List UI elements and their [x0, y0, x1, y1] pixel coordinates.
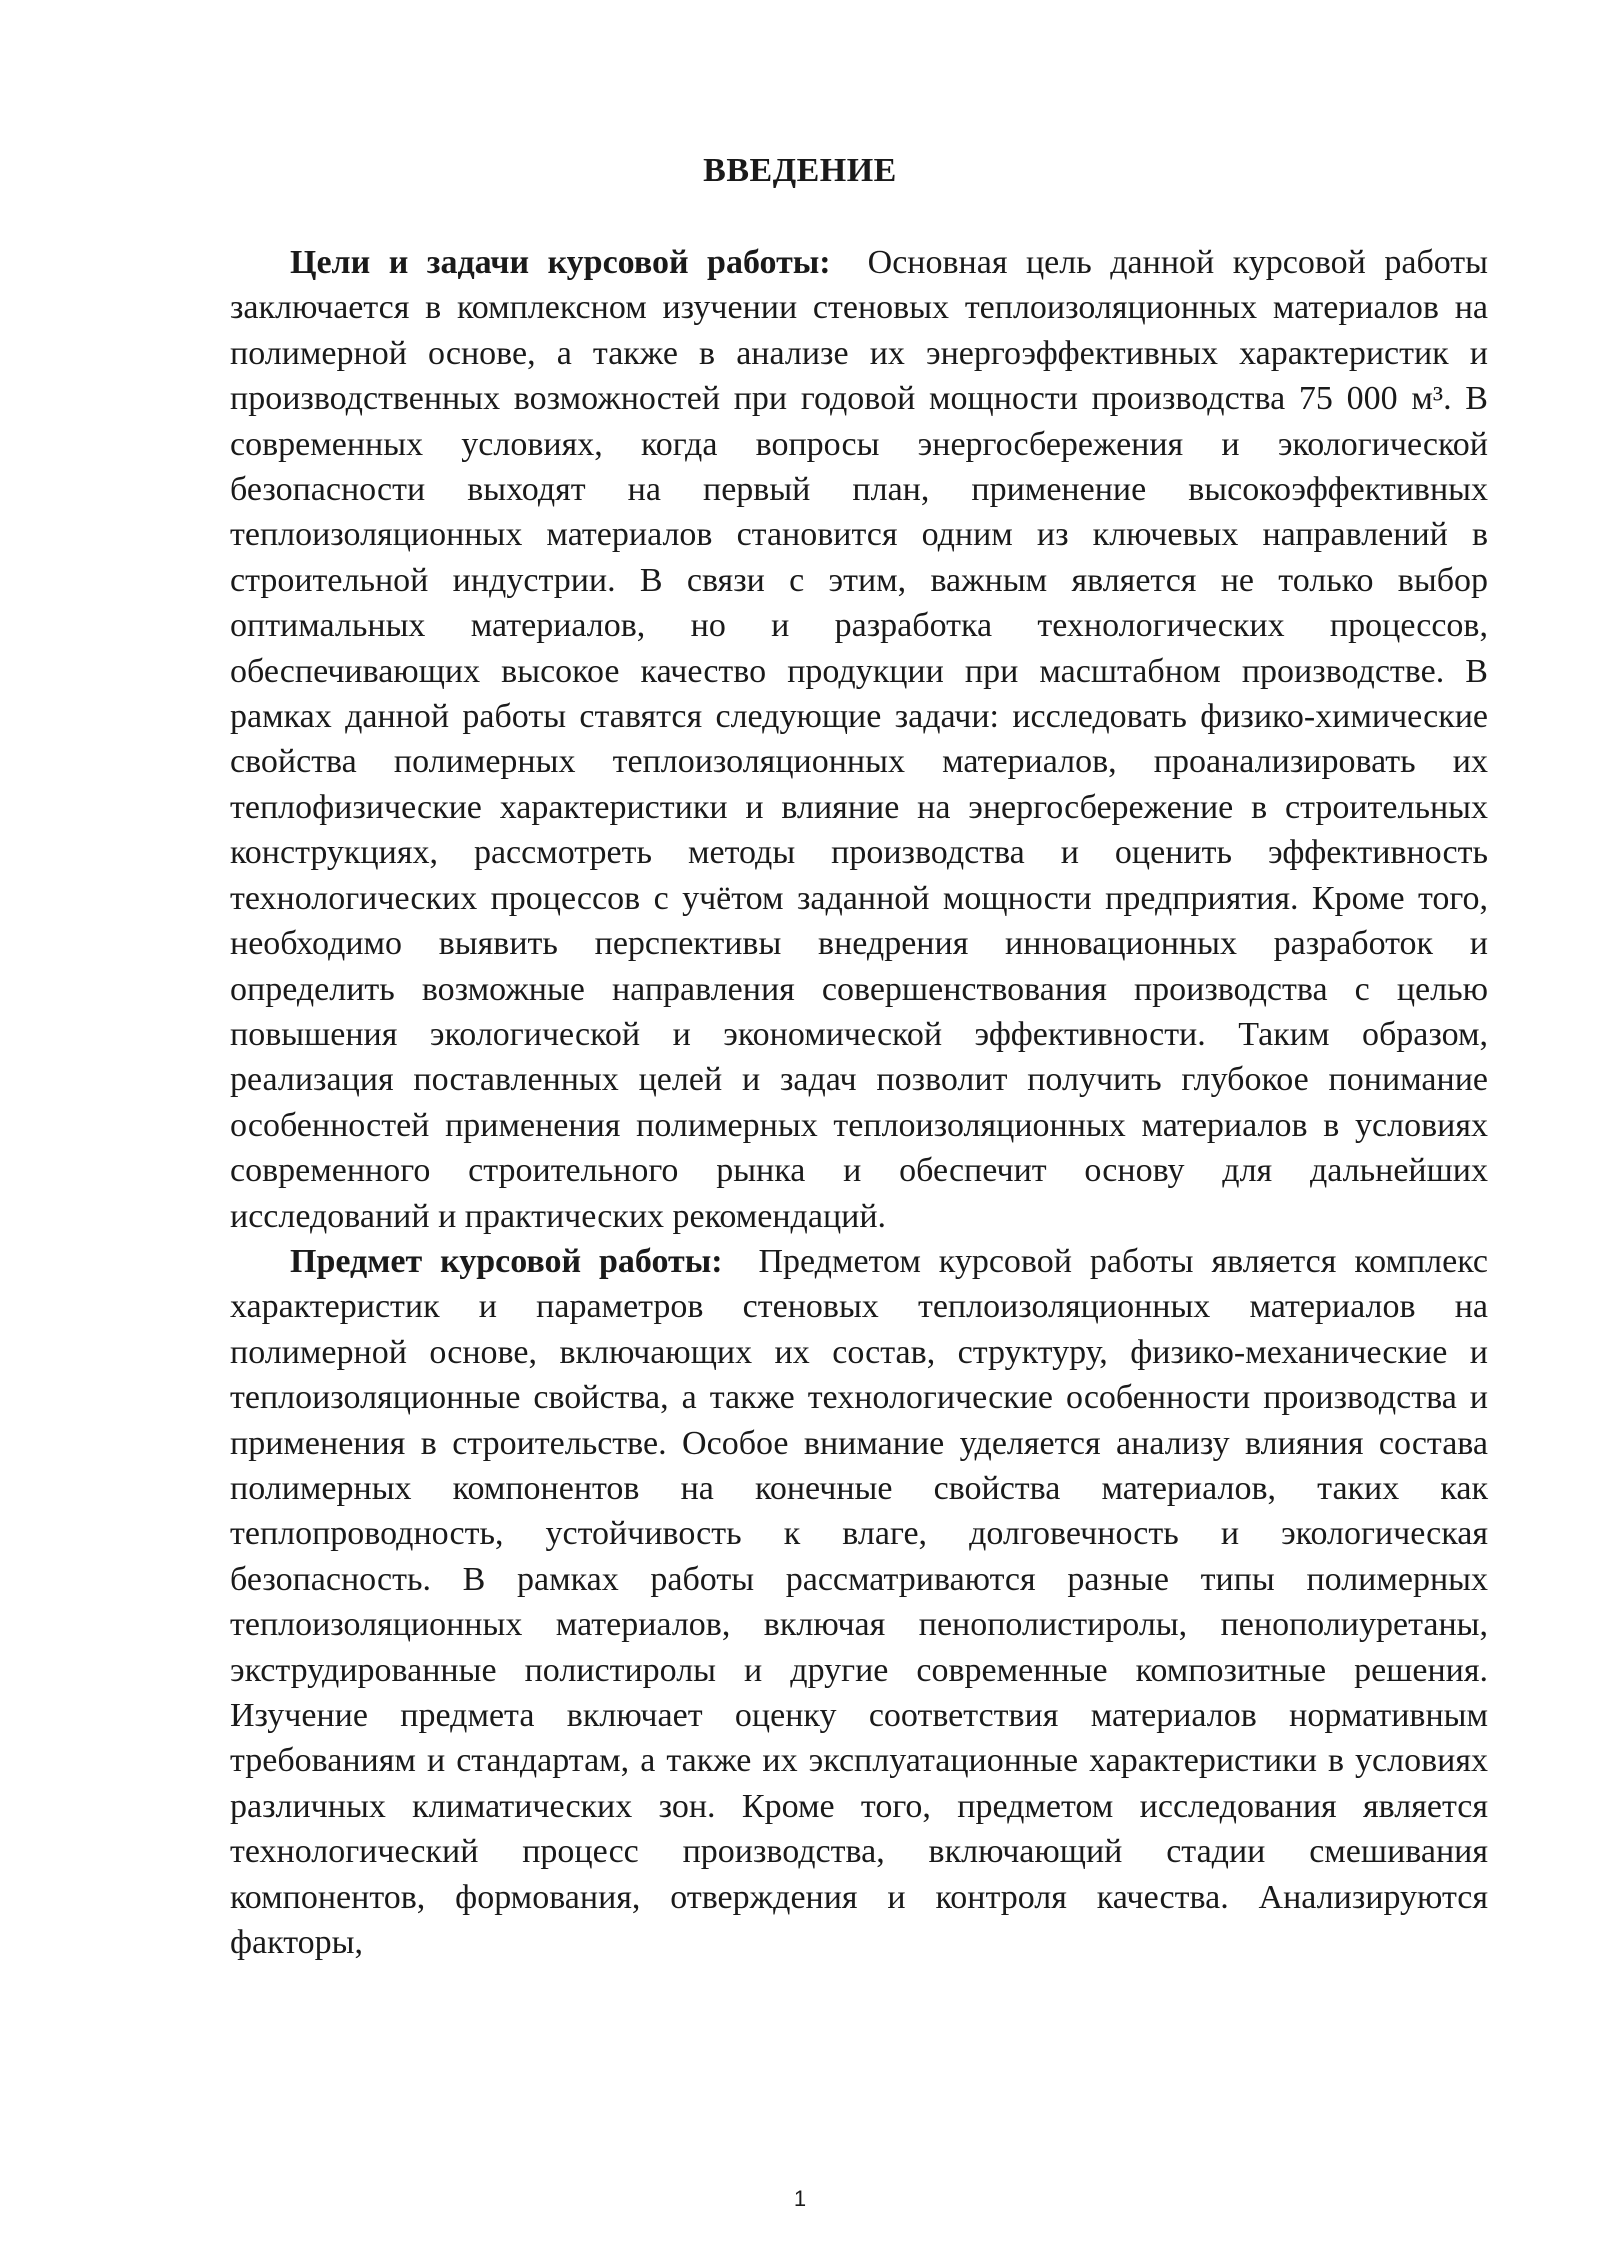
- page-number: 1: [793, 2186, 807, 2211]
- paragraph-subject: [230, 1239, 1488, 1966]
- paragraph-text: Основная цель данной курсовой работы заключается в комплексном изучении стеновых теплоизоляционных материалов на полимерной основе, а также в анализе их энергоэффективных характеристик и производственных возможностей при годовой мощности производства 75 000 м³. В современных условиях, когда вопросы энергосбережения и экологической безопасности выходят на первый план, применение высокоэффективных теплоизоляционных материалов становится одним из ключевых направлений в строительной индустрии. В связи с этим, важным является не только выбор оптимальных материалов, но и разработка технологических процессов, обеспечивающих высокое качество продукции при масштабном производстве. В рамках данной работы ставятся следующие задачи: исследовать физико-химические свойства полимерных теплоизоляционных материалов, проанализировать их теплофизические характеристики и влияние на энергосбережение в строительных конструкциях, рассмотреть методы производства и оценить эффективность технологических процессов с учётом заданной мощности предприятия. Кроме того, необходимо выявить перспективы внедрения инновационных разработок и определить возможные направления совершенствования производства с целью повышения экологической и экономической эффективности. Таким образом, реализация поставленных целей и задач позволит получить глубокое понимание особенностей применения полимерных теплоизоляционных материалов в условиях современного строительного рынка и обеспечит основу для дальнейших исследований и практических рекомендаций.: [230, 244, 1489, 1235]
- paragraph-lead: Предмет курсовой работы:: [290, 1242, 723, 1280]
- paragraph-text: Предметом курсовой работы является комплекс характеристик и параметров стеновых теплоизоляционных материалов на полимерной основе, включающих их состав, структуру, физико-механические и теплоизоляционные свойства, а также технологические особенности производства и применения в строительстве. Особое внимание уделяется анализу влияния состава полимерных компонентов на конечные свойства материалов, таких как теплопроводность, устойчивость к влаге, долговечность и экологическая безопасность. В рамках работы рассматриваются разные типы полимерных теплоизоляционных материалов, включая пенополистиролы, пенополиуретаны, экструдированные полистиролы и другие современные композитные решения. Изучение предмета включает оценку соответствия материалов нормативным требованиям и стандартам, а также их эксплуатационные характеристики в условиях различных климатических зон. Кроме того, предметом исследования является технологический процесс производства, включающий стадии смешивания компонентов, формования, отверждения и контроля качества. Анализируются факторы,: [230, 1242, 1488, 1962]
- paragraph-lead: Цели и задачи курсовой работы:: [290, 244, 831, 281]
- document-body: [230, 240, 1488, 1965]
- page-title: ВВЕДЕНИЕ: [703, 152, 897, 189]
- paragraph-goals: [230, 240, 1488, 1239]
